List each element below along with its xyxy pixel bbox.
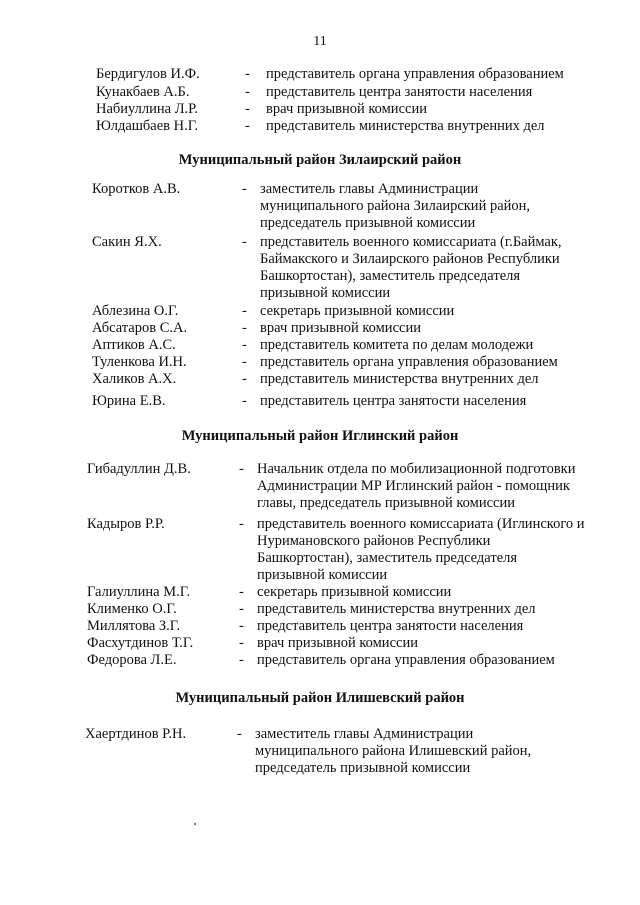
member-entry: Набиуллина Л.Р. - врач призывной комиссии bbox=[96, 101, 427, 117]
member-name: Галиуллина М.Г. bbox=[87, 584, 191, 600]
member-role: представитель центра занятости населения bbox=[260, 393, 527, 409]
member-entry: Кадыров Р.Р. - представитель военного комиссариата (Иглинского и Нуримановского районов Республики Башкортостан), заместитель председателя призывной комиссии bbox=[87, 516, 585, 583]
member-role-line: призывной комиссии bbox=[257, 567, 388, 583]
member-name: Кунакбаев А.Б. bbox=[96, 84, 190, 100]
member-entry: Туленкова И.Н. - представитель органа управления образованием bbox=[92, 354, 558, 370]
member-role: представитель органа управления образованием bbox=[260, 354, 558, 370]
member-name: Аптиков А.С. bbox=[92, 337, 176, 353]
member-entry: Аптиков А.С. - представитель комитета по делам молодежи bbox=[92, 337, 534, 353]
member-name: Туленкова И.Н. bbox=[92, 354, 187, 370]
member-name: Сакин Я.Х. bbox=[92, 234, 162, 250]
member-entry: Федорова Л.Е. - представитель органа управления образованием bbox=[87, 652, 555, 668]
member-role-line: Нуримановского районов Республики bbox=[257, 533, 491, 549]
member-entry: Абсатаров С.А. - врач призывной комиссии bbox=[92, 320, 421, 336]
member-role-line: главы, председатель призывной комиссии bbox=[257, 495, 515, 511]
member-role: представитель центра занятости населения bbox=[257, 618, 524, 634]
member-role-line: призывной комиссии bbox=[260, 285, 391, 301]
member-entry: Клименко О.Г. - представитель министерства внутренних дел bbox=[87, 601, 536, 617]
member-role: врач призывной комиссии bbox=[260, 320, 421, 336]
member-name: Хаертдинов Р.Н. bbox=[85, 726, 187, 742]
member-entry: Юрина Е.В. - представитель центра занятости населения bbox=[92, 393, 527, 409]
member-role: врач призывной комиссии bbox=[257, 635, 418, 651]
member-role: заместитель главы Администрации bbox=[260, 181, 479, 197]
member-name: Фасхутдинов Т.Г. bbox=[87, 635, 194, 651]
member-name: Абсатаров С.А. bbox=[92, 320, 188, 336]
member-entry: Юлдашбаев Н.Г. - представитель министерства внутренних дел bbox=[96, 118, 545, 134]
member-role-line: Башкортостан), заместитель председателя bbox=[257, 550, 518, 566]
member-role: представитель военного комиссариата (г.Баймак, bbox=[260, 234, 562, 250]
member-entry: Галиуллина М.Г. - секретарь призывной комиссии bbox=[87, 584, 452, 600]
member-name: Бердигулов И.Ф. bbox=[96, 66, 200, 82]
member-name: Кадыров Р.Р. bbox=[87, 516, 165, 532]
member-role: представитель министерства внутренних дел bbox=[257, 601, 536, 617]
member-role: представитель министерства внутренних дел bbox=[260, 371, 539, 387]
page-number: 11 bbox=[313, 34, 327, 49]
section-heading: Муниципальный район Илишевский район bbox=[175, 690, 465, 706]
member-entry: Фасхутдинов Т.Г. - врач призывной комиссии bbox=[87, 635, 418, 651]
member-entry: Кунакбаев А.Б. - представитель центра занятости населения bbox=[96, 84, 533, 100]
member-role: врач призывной комиссии bbox=[266, 101, 427, 117]
member-role-line: Администрации МР Иглинский район - помощник bbox=[257, 478, 570, 494]
member-role-line: муниципального района Зилаирский район, bbox=[260, 198, 531, 214]
member-role-line: председатель призывной комиссии bbox=[255, 760, 471, 776]
member-role: представитель комитета по делам молодежи bbox=[260, 337, 534, 353]
section-heading: Муниципальный район Зилаирский район bbox=[178, 152, 462, 168]
member-name: Юлдашбаев Н.Г. bbox=[96, 118, 199, 134]
member-role: представитель органа управления образованием bbox=[257, 652, 555, 668]
scan-speck bbox=[194, 823, 196, 825]
member-entry: Сакин Я.Х. - представитель военного комиссариата (г.Баймак, Баймакского и Зилаирского районов Республики Башкортостан), заместитель председателя призывной комиссии bbox=[92, 234, 562, 301]
section-heading: Муниципальный район Иглинский район bbox=[181, 428, 459, 444]
member-role: представитель органа управления образованием bbox=[266, 66, 564, 82]
member-role: Начальник отдела по мобилизационной подготовки bbox=[257, 461, 576, 477]
member-role: заместитель главы Администрации bbox=[255, 726, 474, 742]
member-name: Гибадуллин Д.В. bbox=[87, 461, 191, 477]
member-name: Миллятова З.Г. bbox=[87, 618, 181, 634]
member-name: Аблезина О.Г. bbox=[92, 303, 179, 319]
member-entry: Гибадуллин Д.В. - Начальник отдела по мобилизационной подготовки Администрации МР Иглинский район - помощник главы, председатель призывной комиссии bbox=[87, 461, 576, 511]
member-name: Федорова Л.Е. bbox=[87, 652, 177, 668]
member-name: Юрина Е.В. bbox=[92, 393, 166, 409]
member-name: Клименко О.Г. bbox=[87, 601, 177, 617]
member-role: представитель министерства внутренних дел bbox=[266, 118, 545, 134]
member-entry: Миллятова З.Г. - представитель центра занятости населения bbox=[87, 618, 524, 634]
member-role-line: муниципального района Илишевский район, bbox=[255, 743, 532, 759]
member-role-line: председатель призывной комиссии bbox=[260, 215, 476, 231]
member-name: Халиков А.Х. bbox=[92, 371, 177, 387]
member-entry: Бердигулов И.Ф. - представитель органа управления образованием bbox=[96, 66, 564, 82]
member-entry: Хаертдинов Р.Н. - заместитель главы Администрации муниципального района Илишевский район, председатель призывной комиссии bbox=[85, 726, 532, 776]
member-role: представитель центра занятости населения bbox=[266, 84, 533, 100]
member-entry: Аблезина О.Г. - секретарь призывной комиссии bbox=[92, 303, 455, 319]
member-entry: Халиков А.Х. - представитель министерства внутренних дел bbox=[92, 371, 539, 387]
member-name: Набиуллина Л.Р. bbox=[96, 101, 199, 117]
member-role-line: Башкортостан), заместитель председателя bbox=[260, 268, 521, 284]
member-name: Коротков А.В. bbox=[92, 181, 181, 197]
member-role-line: Баймакского и Зилаирского районов Республики bbox=[260, 251, 560, 267]
member-entry: Коротков А.В. - заместитель главы Администрации муниципального района Зилаирский район, председатель призывной комиссии bbox=[92, 181, 531, 231]
member-role: секретарь призывной комиссии bbox=[260, 303, 455, 319]
member-role: представитель военного комиссариата (Иглинского и bbox=[257, 516, 585, 532]
member-role: секретарь призывной комиссии bbox=[257, 584, 452, 600]
